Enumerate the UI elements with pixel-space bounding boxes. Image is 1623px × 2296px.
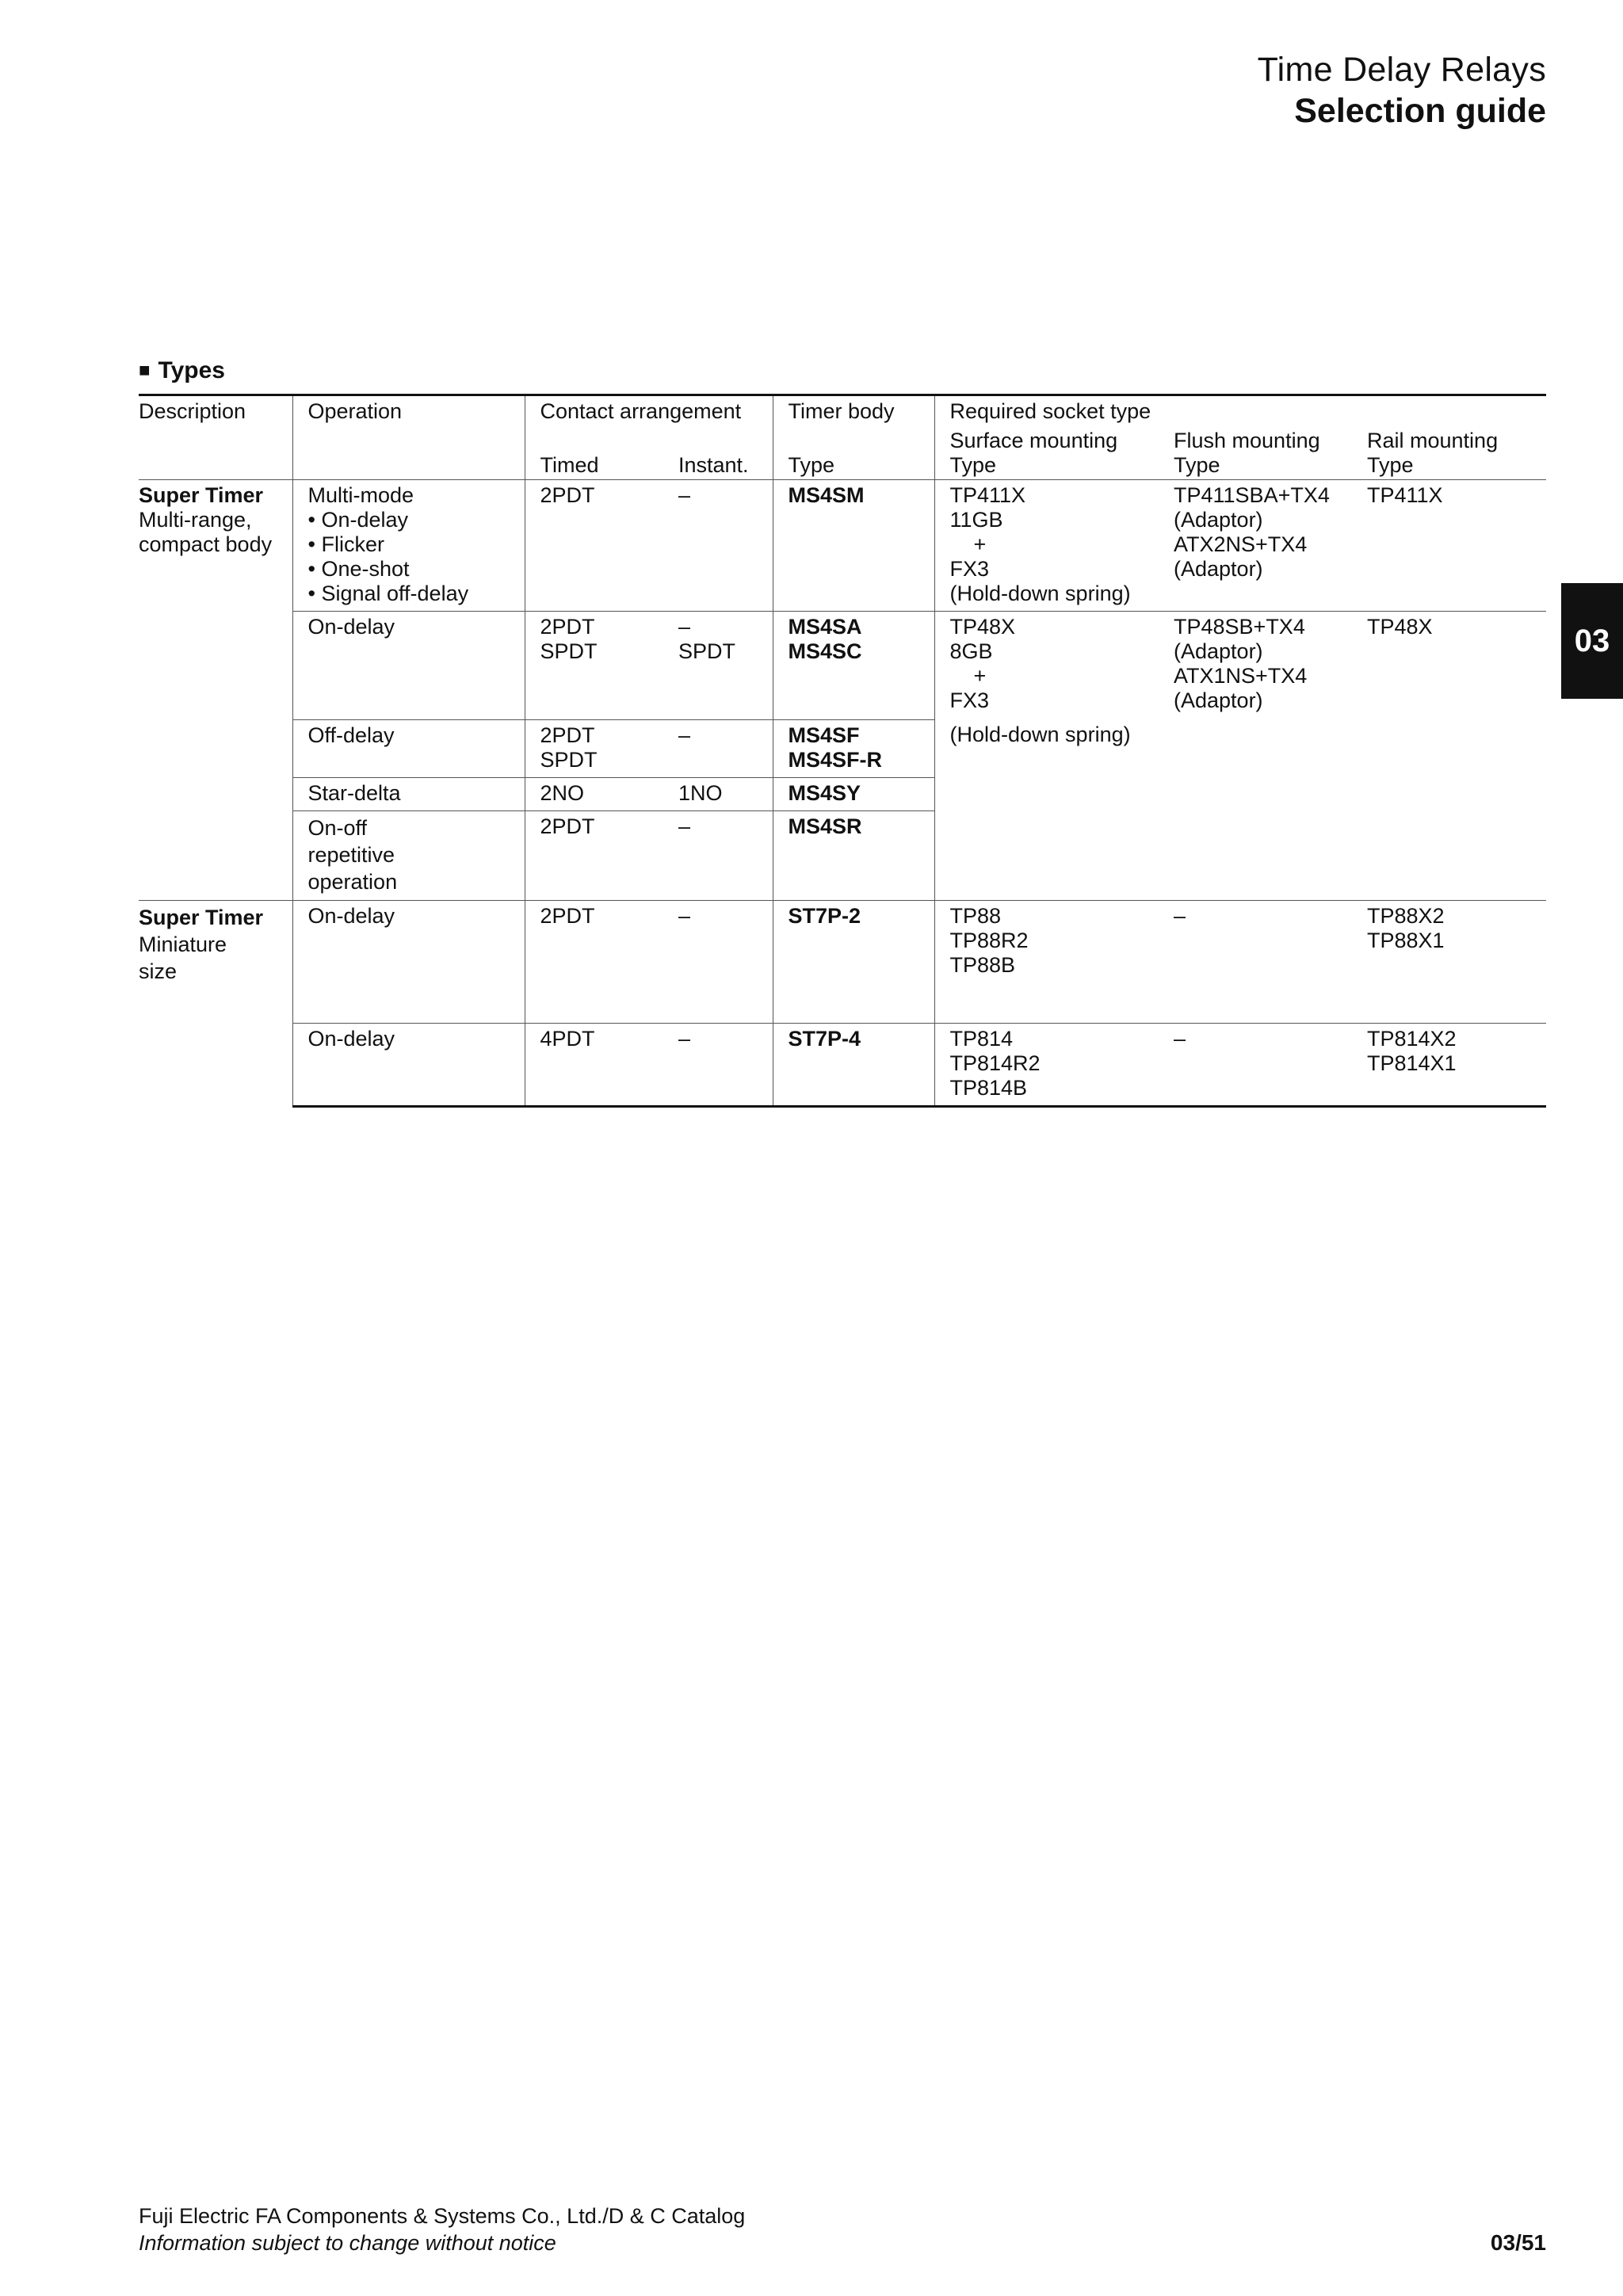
instant-value: SPDT xyxy=(678,639,736,663)
operation-cell: Off-delay xyxy=(292,720,525,778)
header-product-line: Time Delay Relays xyxy=(1257,51,1546,89)
socket-type: 8GB xyxy=(949,639,993,663)
socket-type: TP814 xyxy=(949,1027,1014,1051)
operation-line: operation xyxy=(307,870,398,894)
instant-cell: – xyxy=(663,720,773,778)
rail-mount-cell xyxy=(1352,1024,1546,1107)
timer-type-cell: ST7P-2 xyxy=(773,901,934,1024)
socket-type: TP88 xyxy=(949,904,1002,928)
socket-type: ATX2NS+TX4 xyxy=(1174,532,1308,556)
header-surface-mounting: Surface mounting xyxy=(934,429,1159,453)
socket-type: FX3 xyxy=(949,688,990,712)
operation-cell: On-delay xyxy=(292,612,525,720)
socket-type: TP814B xyxy=(949,1076,1028,1100)
timed-value: 2PDT xyxy=(540,615,595,639)
flush-mount-cell xyxy=(1159,612,1352,901)
operation-line: • On-delay xyxy=(307,508,409,532)
socket-type: TP814X1 xyxy=(1367,1051,1457,1075)
operation-cell: On-delay xyxy=(292,901,525,1024)
socket-type: TP48SB+TX4 xyxy=(1174,615,1305,639)
flush-mount-cell xyxy=(1159,480,1352,612)
socket-note: (Adaptor) xyxy=(1174,688,1263,712)
page-number: 03/51 xyxy=(1490,2230,1546,2255)
header-timer-type: Type xyxy=(773,453,934,480)
header-timer-body: Timer body xyxy=(773,395,934,429)
surface-mount-cell xyxy=(934,1024,1159,1107)
header-description: Description xyxy=(139,395,292,429)
chapter-tab-label: 03 xyxy=(1574,623,1610,658)
socket-type: TP411SBA+TX4 xyxy=(1174,483,1330,507)
socket-type: TP88X1 xyxy=(1367,929,1445,952)
header-required-socket: Required socket type xyxy=(934,395,1546,429)
instant-cell: – xyxy=(678,483,691,507)
timed-value: 2PDT xyxy=(540,723,595,747)
surface-mount-cell xyxy=(934,480,1159,612)
header-contact-arrangement: Contact arrangement xyxy=(525,395,773,429)
section-title: Types xyxy=(158,357,225,383)
socket-note: (Adaptor) xyxy=(1174,557,1263,581)
operation-cell: Star-delta xyxy=(292,778,525,811)
surface-mount-cell xyxy=(934,612,1159,901)
description-cell xyxy=(139,901,292,1107)
operation-line: repetitive xyxy=(307,843,395,867)
timer-type-cell xyxy=(773,720,934,778)
instant-cell: – xyxy=(663,811,773,901)
footer-disclaimer: Information subject to change without notice xyxy=(139,2231,556,2255)
chapter-tab[interactable] xyxy=(1561,583,1623,699)
timed-cell: 4PDT xyxy=(525,1024,663,1107)
socket-type: TP88B xyxy=(949,953,1016,977)
header-operation: Operation xyxy=(292,395,525,429)
description-line: compact body xyxy=(139,532,273,556)
timed-cell: 2PDT xyxy=(525,811,663,901)
socket-type: TP814X2 xyxy=(1367,1027,1457,1051)
footer-publisher: Fuji Electric FA Components & Systems Co., Ltd./D & C Catalog xyxy=(139,2204,746,2228)
timed-value: SPDT xyxy=(540,748,598,772)
operation-cell: On-delay xyxy=(292,1024,525,1107)
header-surface-type: Type xyxy=(934,453,1159,480)
timer-type: MS4SC xyxy=(788,639,862,663)
types-table xyxy=(139,394,1546,1108)
timer-type-cell xyxy=(773,612,934,720)
plus-sign: + xyxy=(973,664,987,688)
timer-type-cell: MS4SY xyxy=(773,778,934,811)
operation-line: • One-shot xyxy=(307,557,410,581)
socket-type: 11GB xyxy=(949,508,1003,532)
rail-mount-cell: TP411X xyxy=(1367,483,1443,507)
socket-note: (Adaptor) xyxy=(1174,639,1263,663)
timer-type: MS4SF-R xyxy=(788,748,883,772)
table-header-row xyxy=(139,453,1546,480)
header-rail-type: Type xyxy=(1352,453,1546,480)
header-flush-mounting: Flush mounting xyxy=(1174,429,1320,452)
socket-type: TP814R2 xyxy=(949,1051,1041,1075)
operation-cell xyxy=(292,480,525,612)
socket-type: FX3 xyxy=(949,557,990,581)
table-row xyxy=(139,1024,1546,1107)
socket-type: TP88R2 xyxy=(949,929,1029,952)
operation-line: On-off xyxy=(307,816,368,840)
operation-line: • Flicker xyxy=(307,532,384,556)
operation-cell xyxy=(292,811,525,901)
header-timed: Timed xyxy=(525,453,663,480)
timed-cell: 2PDT xyxy=(525,901,663,1024)
operation-line: • Signal off-delay xyxy=(307,582,469,605)
operation-line: Multi-mode xyxy=(307,483,414,507)
timed-cell xyxy=(525,720,663,778)
table-header-row xyxy=(139,395,1546,429)
instant-cell: 1NO xyxy=(663,778,773,811)
timed-cell xyxy=(525,612,663,720)
table-row xyxy=(139,480,1546,612)
header-page-title: Selection guide xyxy=(1294,92,1546,130)
socket-type: TP48X xyxy=(949,615,1016,639)
section-heading xyxy=(139,357,225,384)
description-cell xyxy=(139,480,292,901)
timer-type: MS4SA xyxy=(788,615,862,639)
instant-cell: – xyxy=(663,901,773,1024)
square-bullet-icon: ■ xyxy=(139,360,151,381)
socket-type: ATX1NS+TX4 xyxy=(1174,664,1308,688)
rail-mount-cell: TP48X xyxy=(1352,612,1546,901)
header-flush-type: Type xyxy=(1159,453,1352,480)
instant-cell xyxy=(663,612,773,720)
flush-mount-cell: – xyxy=(1159,1024,1352,1107)
socket-note: (Adaptor) xyxy=(1174,508,1263,532)
timer-type-cell: MS4SM xyxy=(773,480,934,612)
timed-cell: 2NO xyxy=(525,778,663,811)
page-footer xyxy=(139,2203,745,2256)
flush-mount-cell: – xyxy=(1159,901,1352,1024)
socket-note: (Hold-down spring) xyxy=(949,723,1131,746)
instant-cell: – xyxy=(663,1024,773,1107)
plus-sign: + xyxy=(973,532,987,556)
socket-type: TP88X2 xyxy=(1367,904,1445,928)
timer-type-cell: MS4SR xyxy=(773,811,934,901)
description-line: size xyxy=(139,959,178,983)
description-line: Miniature xyxy=(139,933,227,956)
table-header-row xyxy=(139,429,1546,453)
rail-mount-cell xyxy=(1352,901,1546,1024)
table-row xyxy=(139,612,1546,720)
header-instant: Instant. xyxy=(663,453,773,480)
instant-value: – xyxy=(678,615,691,639)
timer-type: MS4SF xyxy=(788,723,860,747)
timed-cell: 2PDT xyxy=(525,480,663,612)
table-row xyxy=(139,901,1546,1024)
description-name: Super Timer xyxy=(139,483,264,507)
timed-value: SPDT xyxy=(540,639,598,663)
surface-mount-cell xyxy=(934,901,1159,1024)
description-line: Multi-range, xyxy=(139,508,252,532)
page-header xyxy=(1258,49,1546,132)
description-name: Super Timer xyxy=(139,906,264,929)
header-rail-mounting: Rail mounting xyxy=(1367,429,1499,452)
socket-type: TP411X xyxy=(949,483,1026,507)
timer-type-cell: ST7P-4 xyxy=(773,1024,934,1107)
socket-note: (Hold-down spring) xyxy=(949,582,1131,605)
